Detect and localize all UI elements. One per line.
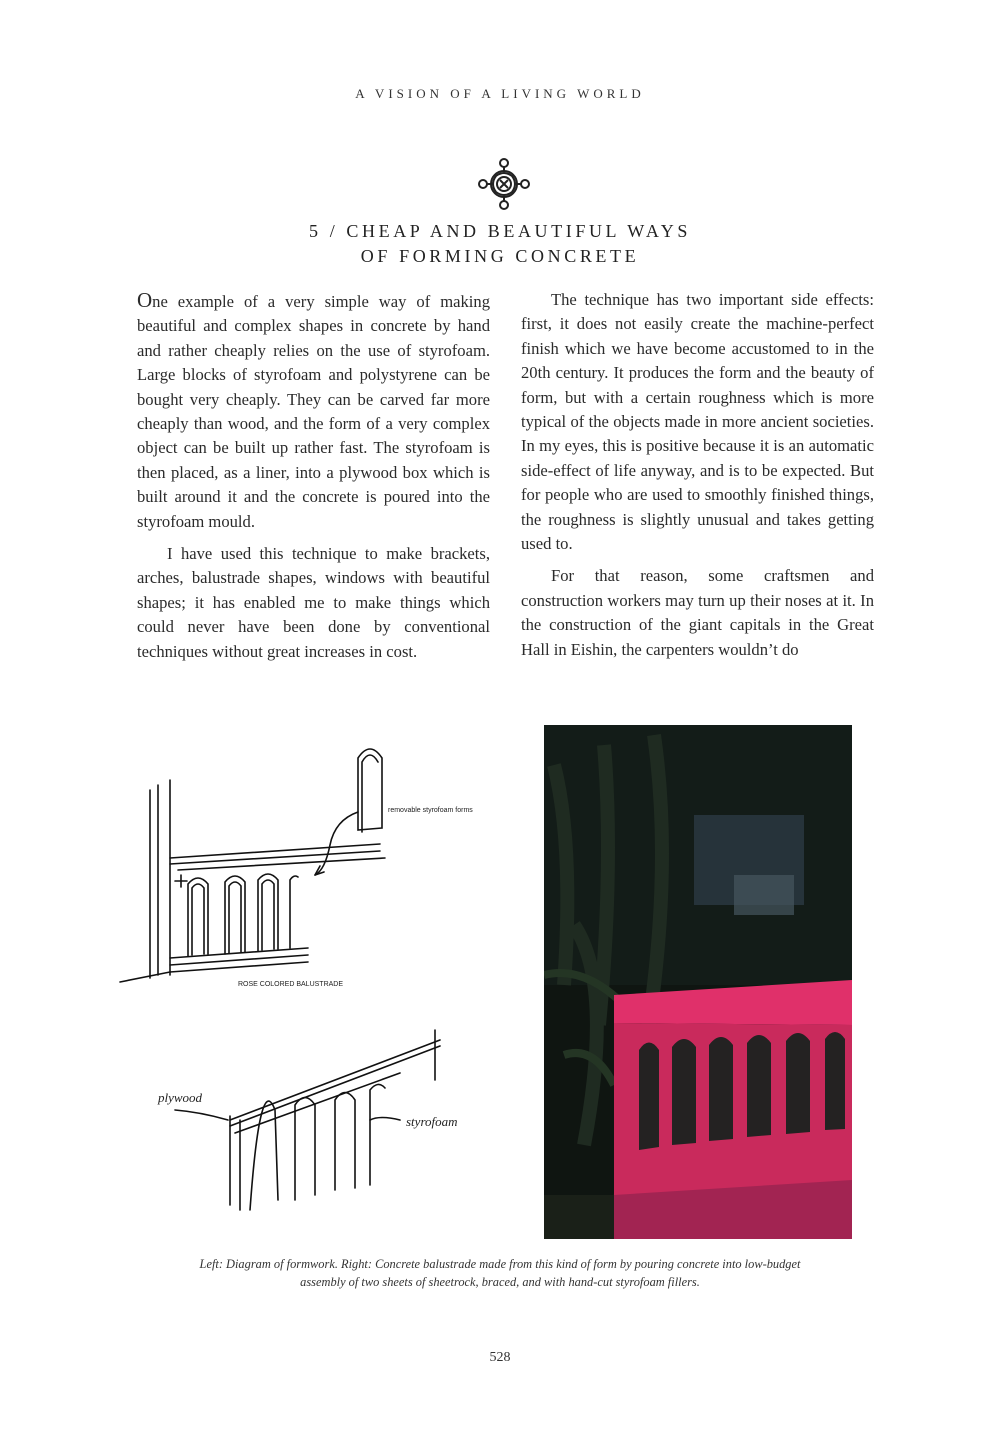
page-number: 528 (489, 1350, 511, 1365)
sketch-label-styrofoam: styrofoam (406, 1114, 458, 1129)
running-head: A VISION OF A LIVING WORLD (355, 86, 645, 101)
formwork-diagram (110, 740, 500, 1220)
right-text-column (521, 288, 874, 662)
diagram-label-forms: removable styrofoam forms (388, 807, 473, 814)
body-paragraph: The technique has two important side effects: first, it does not easily create the machine-perfect finish which we have become accustomed to in the 20th century. It produces the form and the beauty of form, but with a certain roughness which is more typical of the objects made in more ancient societies. In my eyes, this is positive because it is an automatic side-effect of life anyway, and is to be expected. But for people who are used to smoothly finished things, the roughness is slightly unusual and takes getting used to. (521, 290, 874, 554)
body-paragraph: For that reason, some craftsmen and construction workers may turn up their noses at it. In the construction of the giant capitals in the Great Hall in Eishin, the carpenters wouldn’t do (521, 566, 874, 659)
diagram-label-balustrade: ROSE COLORED BALUSTRADE (238, 981, 344, 988)
section-title-line-2: OF FORMING CONCRETE (360, 246, 640, 266)
body-paragraph: One example of a very simple way of making beautiful and complex shapes in concrete by hand and rather cheaply relies on the use of styrofoam. Large blocks of styrofoam and polystyrene can be bought very cheaply. They can be carved far more cheaply than wood, and the form of a very complex object can be built up rather fast. The styrofoam is then placed, as a liner, into a plywood box which is built around it and the concrete is poured into the styrofoam mould. (137, 288, 490, 531)
section-title-line-1: 5 / CHEAP AND BEAUTIFUL WAYS (309, 221, 691, 241)
body-paragraph: I have used this technique to make brackets, arches, balustrade shapes, windows with beautiful shapes; it has enabled me to make things which could never have been done by conventional techniques without great increases in cost. (137, 544, 490, 661)
caption-line-2: assembly of two sheets of sheetrock, braced, and with hand-cut styrofoam fillers. (300, 1275, 700, 1289)
caption-line-1: Left: Diagram of formwork. Right: Concrete balustrade made from this kind of form by pouring concrete into low-budget (199, 1257, 801, 1271)
celtic-knot-ornament-icon (476, 156, 532, 212)
left-text-column (137, 288, 490, 664)
sketch-label-plywood: plywood (158, 1090, 203, 1105)
balustrade-photo (544, 725, 852, 1239)
figure-caption (120, 1255, 880, 1291)
section-title (0, 219, 1000, 269)
